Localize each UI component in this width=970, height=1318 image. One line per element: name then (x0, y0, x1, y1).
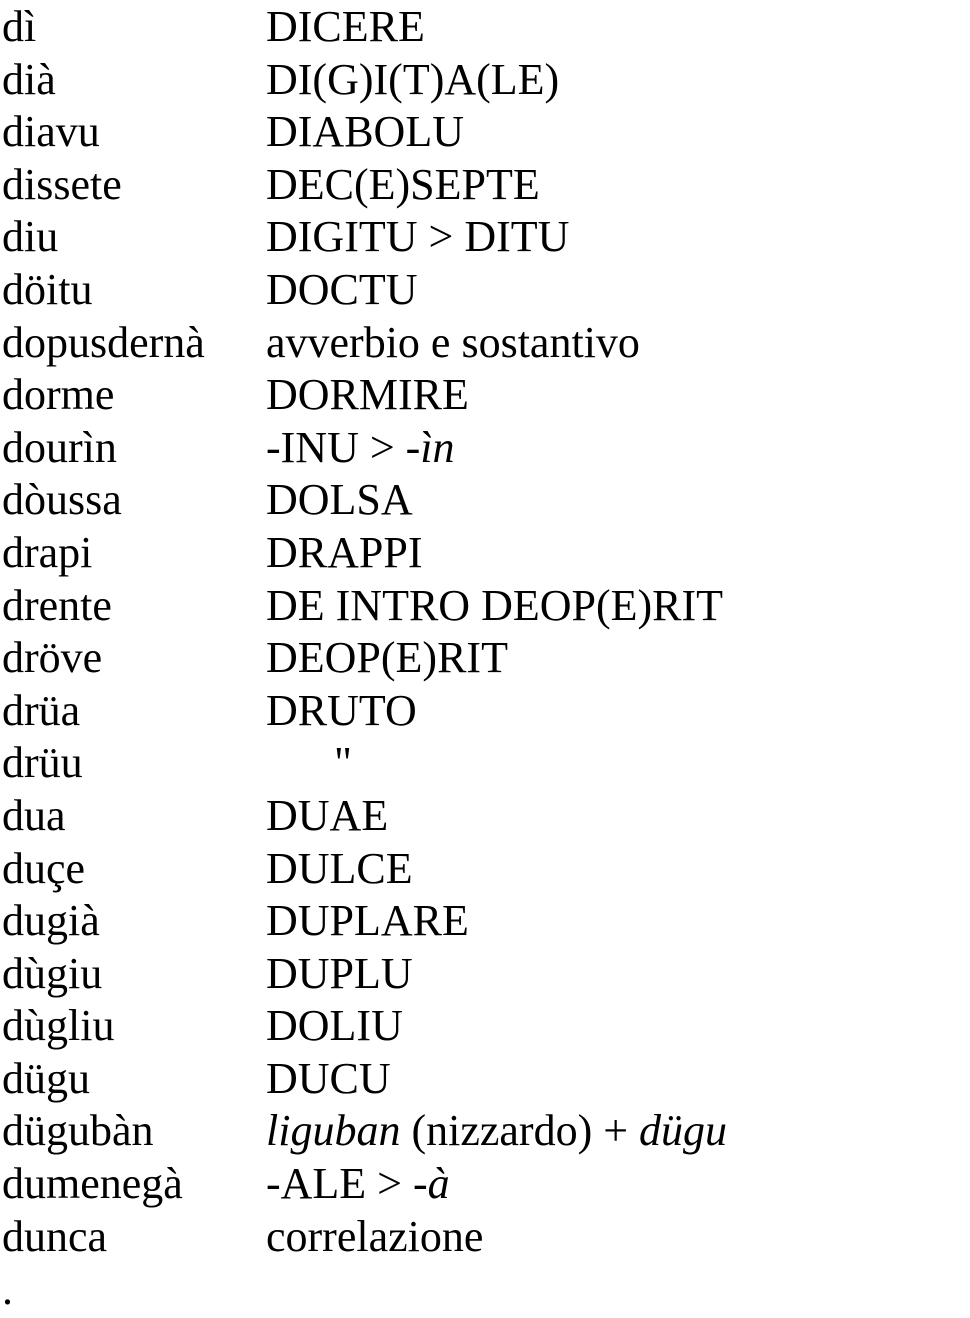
etymology-segment: DE INTRO DEOP(E)RIT (266, 580, 724, 630)
entry-term: dugià (2, 896, 100, 946)
glossary-entry (2, 317, 962, 370)
etymology-segment: -INU > - (266, 422, 421, 472)
entry-term: dùgliu (2, 1001, 115, 1051)
entry-etymology (266, 1211, 962, 1264)
glossary-entry (2, 264, 962, 317)
entry-term: drente (2, 580, 112, 630)
entry-term: diavu (2, 107, 100, 157)
entry-term: dügubàn (2, 1106, 154, 1156)
entry-term: dùgiu (2, 948, 103, 998)
etymology-segment: DOLSA (266, 475, 413, 525)
etymology-segment: DUPLU (266, 948, 413, 998)
glossary-entry (2, 895, 962, 948)
entry-term: drüa (2, 685, 81, 735)
etymology-segment: DIGITU > DITU (266, 212, 570, 262)
entry-term: dua (2, 790, 66, 840)
entry-etymology (266, 1158, 962, 1211)
entry-etymology (266, 632, 962, 685)
entry-term: dourìn (2, 422, 117, 472)
glossary-entry (2, 422, 962, 475)
entry-etymology (266, 948, 962, 1001)
glossary-entry (2, 580, 962, 633)
entry-term: dügu (2, 1053, 90, 1103)
etymology-segment: DORMIRE (266, 370, 469, 420)
etymology-segment: DUAE (266, 790, 389, 840)
glossary-entry (2, 1158, 962, 1211)
entry-term: dunca (2, 1211, 108, 1261)
entry-term: dumenegà (2, 1159, 183, 1209)
etymology-segment: DEC(E)SEPTE (266, 159, 540, 209)
glossary-list (2, 1, 962, 1263)
etymology-segment: DEOP(E)RIT (266, 633, 508, 683)
etymology-segment: DULCE (266, 843, 413, 893)
etymology-italic-segment: ìn (420, 422, 455, 472)
etymology-segment: DI(G)I(T)A(LE) (266, 54, 560, 104)
etymology-italic-segment: liguban (266, 1106, 401, 1156)
etymology-segment: -ALE > - (266, 1159, 428, 1209)
entry-term: döitu (2, 264, 93, 314)
entry-etymology (266, 317, 962, 370)
glossary-entry (2, 474, 962, 527)
entry-term: dorme (2, 370, 115, 420)
glossary-entry (2, 948, 962, 1001)
etymology-segment: (nizzardo) + (400, 1106, 640, 1156)
entry-etymology (266, 106, 962, 159)
glossary-entry (2, 1053, 962, 1106)
etymology-segment: DRAPPI (266, 527, 423, 577)
glossary-entry (2, 632, 962, 685)
glossary-entry (2, 159, 962, 212)
entry-etymology (266, 1000, 962, 1053)
glossary-entry (2, 527, 962, 580)
trailing-period: . (2, 1265, 13, 1314)
entry-term: drüu (2, 738, 83, 788)
entry-etymology (266, 685, 962, 738)
etymology-italic-segment: dügu (639, 1106, 728, 1156)
entry-etymology (266, 211, 962, 264)
ditto-mark: " (334, 738, 352, 788)
etymology-segment: DICERE (266, 2, 425, 51)
entry-etymology (266, 422, 962, 475)
entry-etymology (266, 369, 962, 422)
entry-etymology (266, 1105, 962, 1158)
etymology-segment: correlazione (266, 1211, 484, 1261)
etymology-segment: DOLIU (266, 1001, 403, 1051)
glossary-entry (2, 211, 962, 264)
glossary-entry (2, 790, 962, 843)
entry-term: drapi (2, 527, 93, 577)
entry-term: duçe (2, 843, 86, 893)
etymology-segment: DOCTU (266, 264, 418, 314)
entry-etymology (266, 580, 962, 633)
etymology-italic-segment: à (427, 1159, 450, 1209)
entry-term: dì (2, 2, 37, 51)
glossary-entry (2, 369, 962, 422)
entry-etymology (266, 737, 962, 790)
glossary-entry (2, 737, 962, 790)
glossary-entry (2, 1000, 962, 1053)
entry-etymology (266, 264, 962, 317)
etymology-segment: DIABOLU (266, 107, 464, 157)
glossary-entry (2, 843, 962, 896)
entry-term: dià (2, 54, 56, 104)
entry-term: dröve (2, 633, 103, 683)
glossary-entry (2, 106, 962, 159)
etymology-segment: DUPLARE (266, 896, 469, 946)
etymology-segment: DRUTO (266, 685, 417, 735)
glossary-entry (2, 1, 962, 54)
entry-term: dissete (2, 159, 122, 209)
entry-term: dòussa (2, 475, 122, 525)
entry-term: dopusdernà (2, 317, 205, 367)
glossary-entry (2, 685, 962, 738)
entry-etymology (266, 527, 962, 580)
entry-etymology (266, 790, 962, 843)
etymology-segment: DUCU (266, 1053, 391, 1103)
glossary-entry (2, 1211, 962, 1264)
glossary-entry (2, 54, 962, 107)
entry-etymology (266, 54, 962, 107)
entry-etymology (266, 474, 962, 527)
glossary-entry (2, 1105, 962, 1158)
entry-etymology (266, 843, 962, 896)
entry-etymology (266, 895, 962, 948)
entry-term: diu (2, 212, 59, 262)
entry-etymology (266, 1, 962, 54)
entry-etymology (266, 159, 962, 212)
entry-etymology (266, 1053, 962, 1106)
etymology-segment: avverbio e sostantivo (266, 317, 640, 367)
